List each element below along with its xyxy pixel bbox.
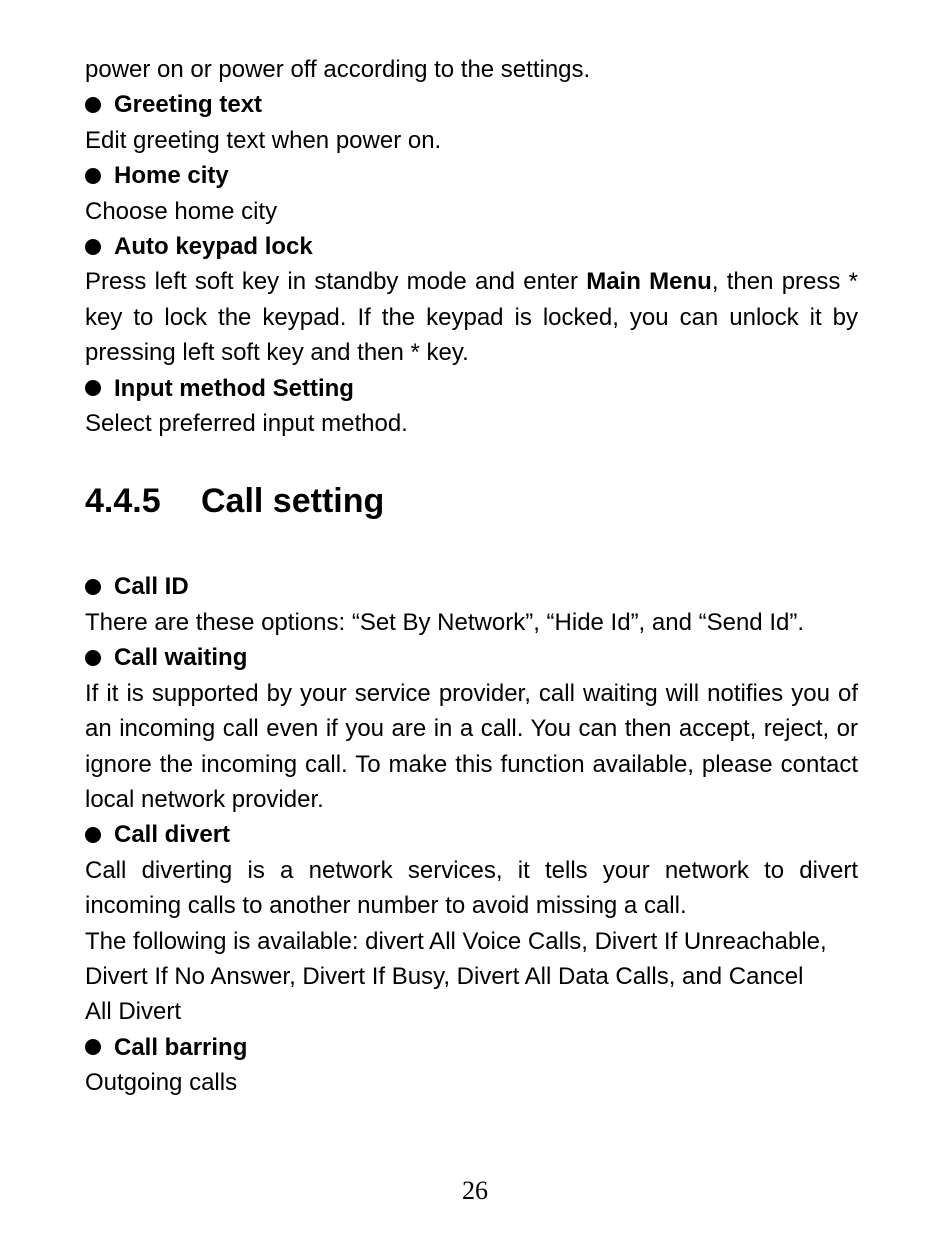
- auto-keypad-lock-heading: [85, 229, 858, 264]
- bullet-icon: [85, 380, 101, 396]
- section-heading: [85, 479, 858, 523]
- auto-keypad-desc-before: Press left soft key in standby mode and enter: [85, 268, 587, 296]
- call-barring-title: Call barring: [114, 1033, 248, 1061]
- call-waiting-title: Call waiting: [114, 644, 248, 672]
- home-city-title: Home city: [114, 162, 229, 190]
- auto-keypad-lock-desc: [85, 264, 858, 370]
- call-divert-options: The following is available: divert All Voice Calls, Divert If Unreachable, Divert If No Answer, Divert If Busy, Divert All Data Calls, and Cancel All Divert: [85, 927, 827, 1026]
- call-divert-title: Call divert: [114, 821, 231, 849]
- bullet-icon: [85, 650, 101, 666]
- section-title: Call setting: [201, 482, 385, 521]
- bullet-icon: [85, 239, 101, 255]
- bullet-icon: [85, 168, 101, 184]
- auto-keypad-lock-title: Auto keypad lock: [114, 233, 313, 261]
- bullet-icon: [85, 97, 101, 113]
- input-method-heading: [85, 371, 858, 406]
- call-barring-desc: Outgoing calls: [85, 1069, 238, 1097]
- intro-paragraph: power on or power off according to the settings.: [85, 56, 591, 83]
- home-city-heading: [85, 158, 858, 193]
- call-id-desc: There are these options: “Set By Network”, “Hide Id”, and “Send Id”.: [85, 608, 804, 636]
- call-waiting-desc: If it is supported by your service provider, call waiting will notifies you of an incoming call even if you are in a call. You can then accept, reject, or ignore the incoming call. To make this function available, please contact local network provider.: [85, 679, 858, 813]
- main-menu-term: Main Menu: [586, 268, 712, 296]
- auto-keypad-desc-after: , then press * key to lock the keypad. If the keypad is locked, you can unlock it by pressing left soft key and then * key.: [85, 268, 858, 367]
- bullet-icon: [85, 579, 101, 595]
- greeting-text-desc: Edit greeting text when power on.: [85, 126, 442, 154]
- call-divert-heading: [85, 817, 858, 852]
- greeting-text-heading: [85, 87, 858, 122]
- call-id-title: Call ID: [114, 573, 189, 601]
- call-waiting-heading: [85, 640, 858, 675]
- call-id-heading: [85, 569, 858, 604]
- bullet-icon: [85, 1039, 101, 1055]
- call-divert-desc: Call diverting is a network services, it tells your network to divert incoming calls to another number to avoid missing a call.: [85, 856, 858, 920]
- call-barring-heading: [85, 1030, 858, 1065]
- input-method-desc: Select preferred input method.: [85, 410, 408, 438]
- input-method-title: Input method Setting: [114, 374, 354, 402]
- home-city-desc: Choose home city: [85, 197, 278, 225]
- page-number: 26: [462, 1176, 488, 1205]
- bullet-icon: [85, 827, 101, 843]
- greeting-text-title: Greeting text: [114, 91, 263, 119]
- section-number: 4.4.5: [85, 482, 161, 521]
